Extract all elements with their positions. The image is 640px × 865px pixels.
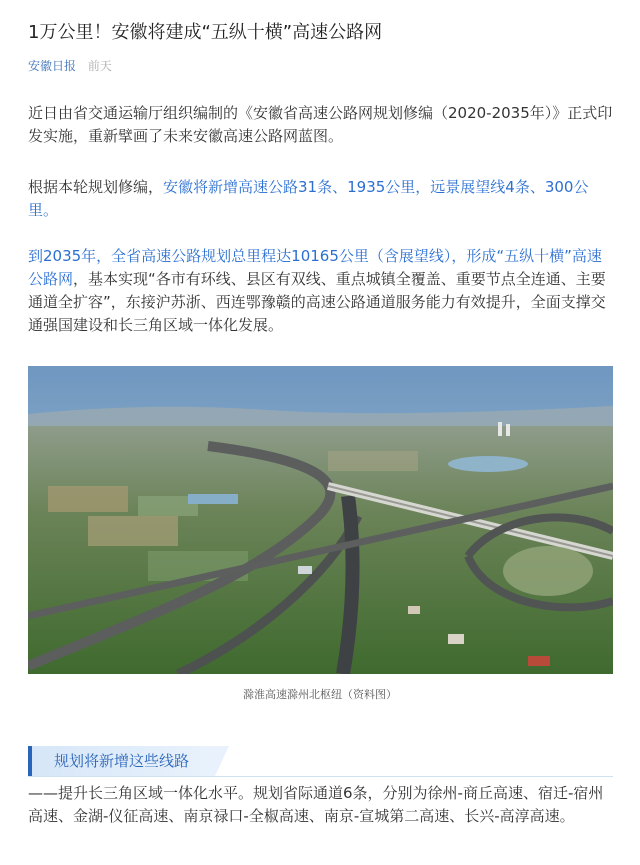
article-meta <box>28 58 112 74</box>
article-photo <box>28 366 613 674</box>
paragraph-4: ——提升长三角区域一体化水平。规划省际通道6条，分别为徐州-商丘高速、宿迁-宿州高速、金湖-仪征高速、南京禄口-全椒高速、南京-宣城第二高速、长兴-高淳高速。 <box>28 784 604 825</box>
section-heading: 规划将新增这些线路 <box>28 746 215 776</box>
article-title: 1万公里！安徽将建成“五纵十横”高速公路网 <box>28 22 383 43</box>
highway-interchange-photo <box>28 366 613 674</box>
paragraph-3-text: ，基本实现“各市有环线、县区有双线、重点城镇全覆盖、重要节点全连通、主要通道全扩容”，东接沪苏浙、西连鄂豫赣的高速公路通道服务能力有效提升，全面支撑交通强国建设和长三角区域一体化发展。 <box>28 270 606 334</box>
paragraph-3-highlight: 到2035年，全省高速公路规划总里程达10165公里（含展望线），形成“五纵十横”高速公路网 <box>28 247 602 288</box>
paragraph-2-highlight: 安徽将新增高速公路31条、1935公里，远景展望线4条、300公里。 <box>28 178 589 219</box>
paragraph-3 <box>28 245 616 337</box>
article-source-link[interactable]: 安徽日报 <box>28 59 77 73</box>
section-divider <box>28 776 613 777</box>
paragraph-1: 近日由省交通运输厅组织编制的《安徽省高速公路网规划修编（2020-2035年）》正式印发实施，重新擘画了未来安徽高速公路网蓝图。 <box>28 104 613 145</box>
paragraph-2 <box>28 176 616 222</box>
article-time: 前天 <box>87 59 112 73</box>
photo-caption: 滁淮高速滁州北枢纽（资料图） <box>243 688 397 701</box>
paragraph-2-text: 根据本轮规划修编， <box>28 178 164 196</box>
